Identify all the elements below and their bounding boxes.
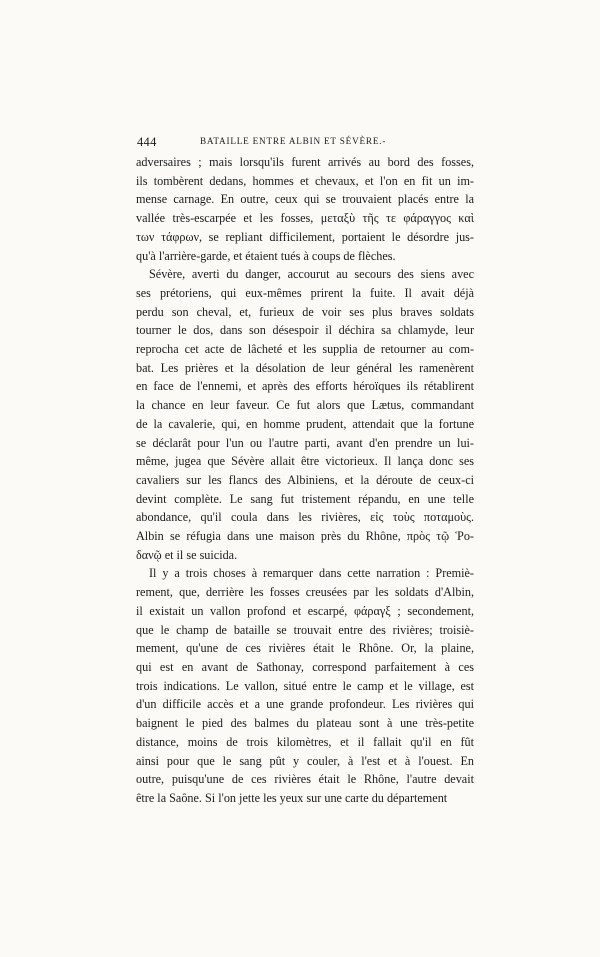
page-body [136,153,474,808]
text-line: cavaliers sur les flancs des Albiniens, et la déroute de ceux-ci [136,472,474,487]
text-line: d'un difficile accès et a une grande profondeur. Les rivières qui [136,697,474,712]
text-line: la chance en leur faveur. Ce fut alors que Lætus, commandant [136,398,474,413]
text-line: être la Saône. Si l'on jette les yeux sur une carte du département [136,790,448,805]
text-line: baignent le pied des balmes du plateau sont à une très-petite [136,716,474,731]
text-line: ses prétoriens, qui eux-mêmes prirent la fuite. Il avait déjà [136,285,474,300]
text-line: distance, moins de trois kilomètres, et il fallait qu'il en fût [136,734,474,749]
text-line: ils tombèrent dedans, hommes et chevaux, et l'on en fit un im- [136,173,474,188]
text-line: adversaires ; mais lorsqu'ils furent arrivés au bord des fosses, [136,155,474,169]
text-line: de la cavalerie, qui, en homme prudent, attendait que la fortune [136,416,474,431]
page-header [137,135,475,151]
text-line: perdu son cheval, et, furieux de voir ses plus braves soldats [136,304,474,319]
text-line: reprocha cet acte de lâcheté et les supplia de retourner au com- [136,342,474,357]
text-line: qu'à l'arrière-garde, et étaient tués à coups de flèches. [136,248,396,263]
paragraph-1 [136,153,474,265]
text-line: que le champ de bataille se trouvait entre des rivières; troisiè- [136,622,474,637]
text-line: ainsi pour que le sang pût y couler, à l'est et à l'ouest. En [136,753,474,768]
text-line: bat. Les prières et la désolation de leur général les ramenèrent [136,360,474,375]
text-line: δανῷ et il se suicida. [136,547,238,562]
text-line: se déclarât pour l'un ou l'autre parti, avant d'en prendre un lui- [136,435,474,450]
text-line: trois indications. Le vallon, situé entre le camp et le village, est [136,678,474,693]
running-head: BATAILLE ENTRE ALBIN ET SÉVÈRE.- [200,136,387,146]
text-line: rement, que, derrière les fosses creusées par les soldats d'Albin, [136,585,474,600]
text-line: abondance, qu'il coula dans les rivières, εἰς τοὺς ποταμοὺς. [136,510,474,525]
text-line: outre, puisqu'une de ces rivières était le Rhône, l'autre devait [136,772,474,787]
text-line: en face de l'ennemi, et après des efforts héroïques ils rétablirent [136,379,474,394]
page-number: 444 [137,135,157,149]
text-line: même, jugea que Sévère allait être victorieux. Il lança donc ses [136,454,474,469]
paragraph-3 [136,564,474,807]
text-line: devint complète. Le sang fut tristement répandu, en une telle [136,491,474,506]
text-line: Albin se réfugia dans une maison près du Rhône, πρὸς τῷ Ῥο- [136,529,474,544]
text-line: Sévère, averti du danger, accourut au secours des siens avec [149,267,474,282]
text-line: vallée très-escarpée et les fosses, μεταξὺ τῆς τε φάραγγος καὶ [136,211,474,226]
text-line: mement, qu'une de ces rivières était le Rhône. Or, la plaine, [136,641,474,656]
text-line: tourner le dos, dans son désespoir il déchira sa chlamyde, leur [136,323,474,338]
text-line: il existait un vallon profond et escarpé, φάραγξ ; secondement, [136,603,474,618]
text-line: Il y a trois choses à remarquer dans cette narration : Premiè- [149,566,474,581]
text-line: mense carnage. En outre, ceux qui se trouvaient placés entre la [136,192,474,207]
paragraph-2 [136,265,474,564]
text-line: των τάφρων, se repliant difficilement, portaient le désordre jus- [136,229,474,244]
text-line: qui est en avant de Sathonay, correspond parfaitement à ces [136,659,474,674]
